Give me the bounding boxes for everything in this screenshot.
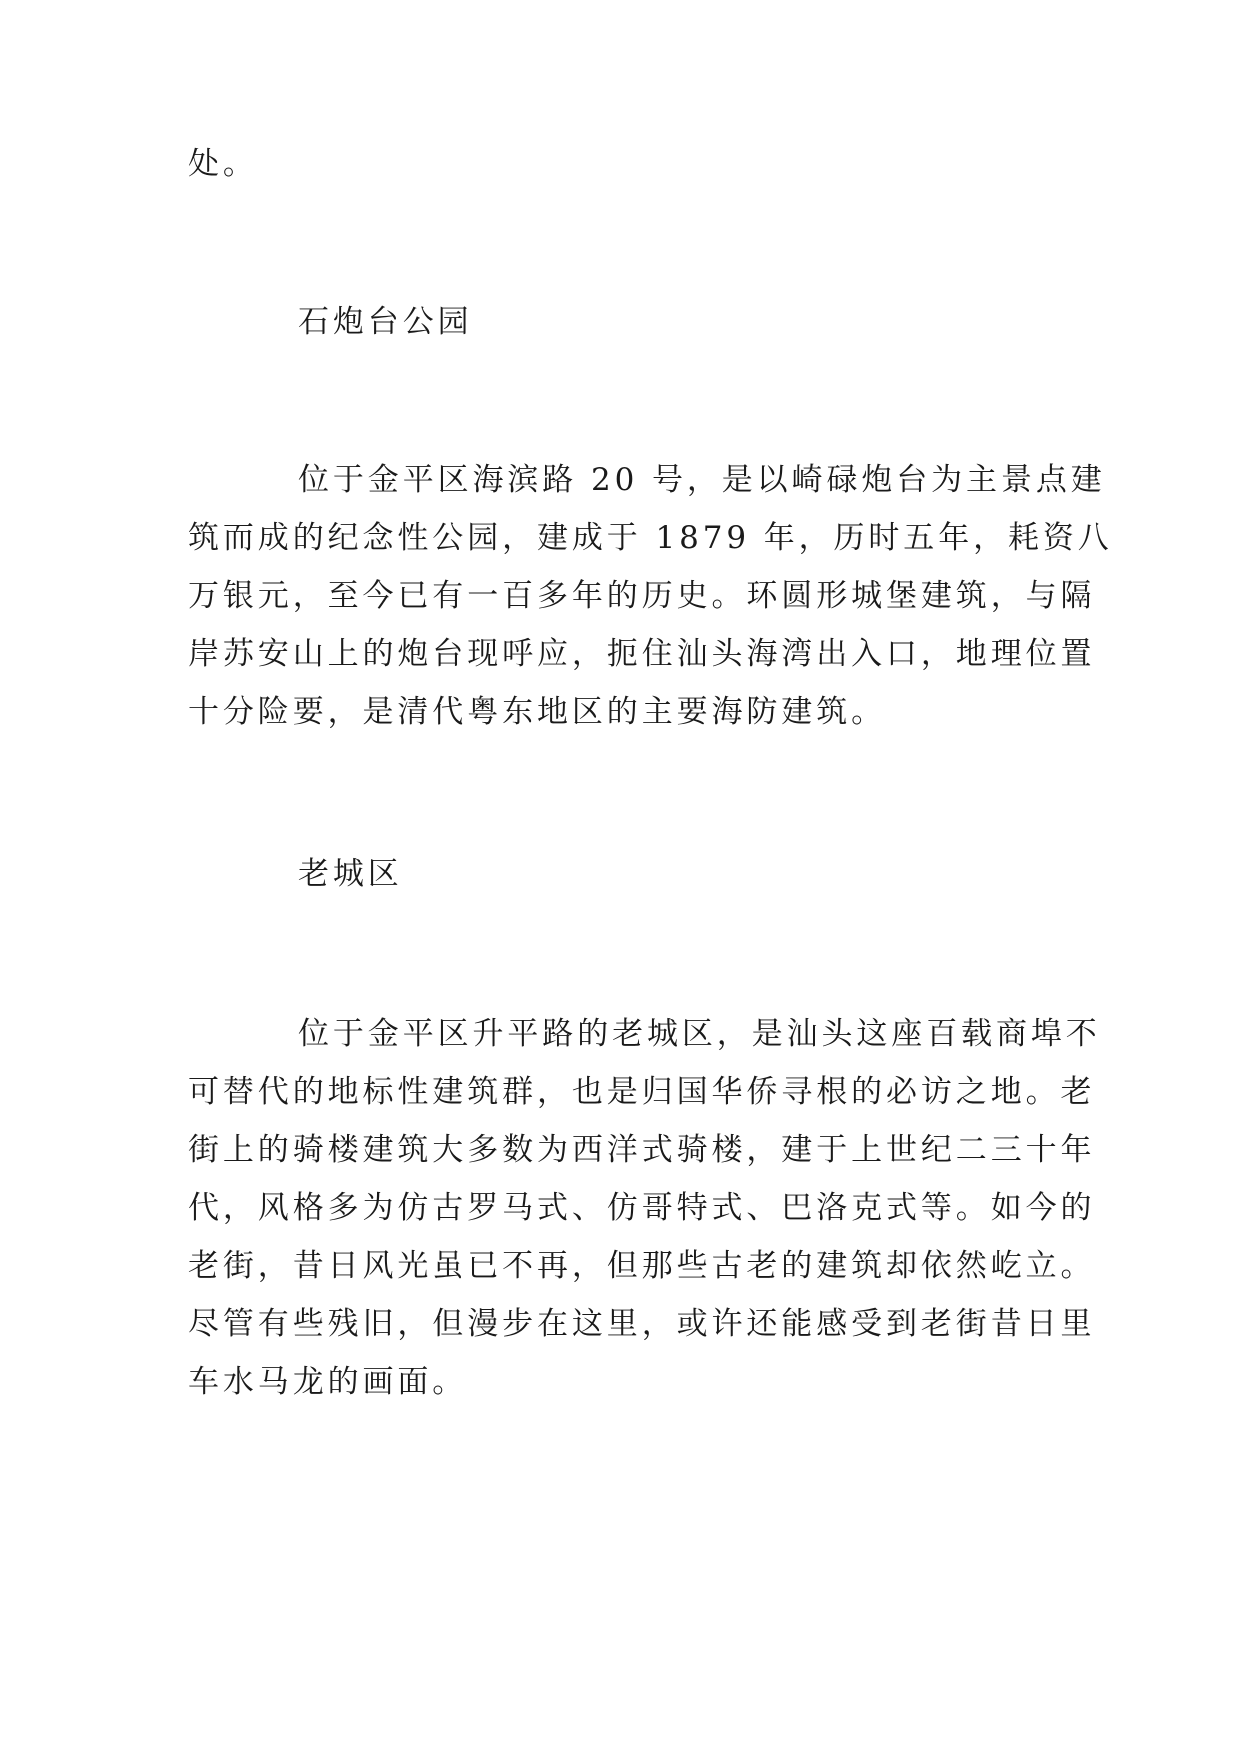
paragraph-line: 位于金平区海滨路 20 号，是以崎碌炮台为主景点建 (298, 462, 1106, 498)
paragraph-line: 车水马龙的画面。 (188, 1364, 468, 1400)
paragraph-line: 位于金平区升平路的老城区，是汕头这座百载商埠不 (298, 1016, 1101, 1052)
paragraph-line: 岸苏安山上的炮台现呼应，扼住汕头海湾出入口，地理位置 (188, 636, 1096, 672)
paragraph-line: 万银元，至今已有一百多年的历史。环圆形城堡建筑，与隔 (188, 578, 1096, 614)
paragraph-line: 街上的骑楼建筑大多数为西洋式骑楼，建于上世纪二三十年 (188, 1132, 1096, 1168)
paragraph-line: 尽管有些残旧，但漫步在这里，或许还能感受到老街昔日里 (188, 1306, 1096, 1342)
paragraph-line: 筑而成的纪念性公园，建成于 1879 年，历时五年，耗资八 (188, 520, 1113, 556)
section-heading-old-town: 老城区 (298, 856, 403, 892)
section-heading-shipaotai-park: 石炮台公园 (298, 304, 473, 340)
paragraph-line: 代，风格多为仿古罗马式、仿哥特式、巴洛克式等。如今的 (188, 1190, 1096, 1226)
paragraph-line: 十分险要，是清代粤东地区的主要海防建筑。 (188, 694, 886, 730)
paragraph-line: 老街，昔日风光虽已不再，但那些古老的建筑却依然屹立。 (188, 1248, 1096, 1284)
paragraph-line: 可替代的地标性建筑群，也是归国华侨寻根的必访之地。老 (188, 1074, 1096, 1110)
continuation-text: 处。 (188, 146, 258, 182)
